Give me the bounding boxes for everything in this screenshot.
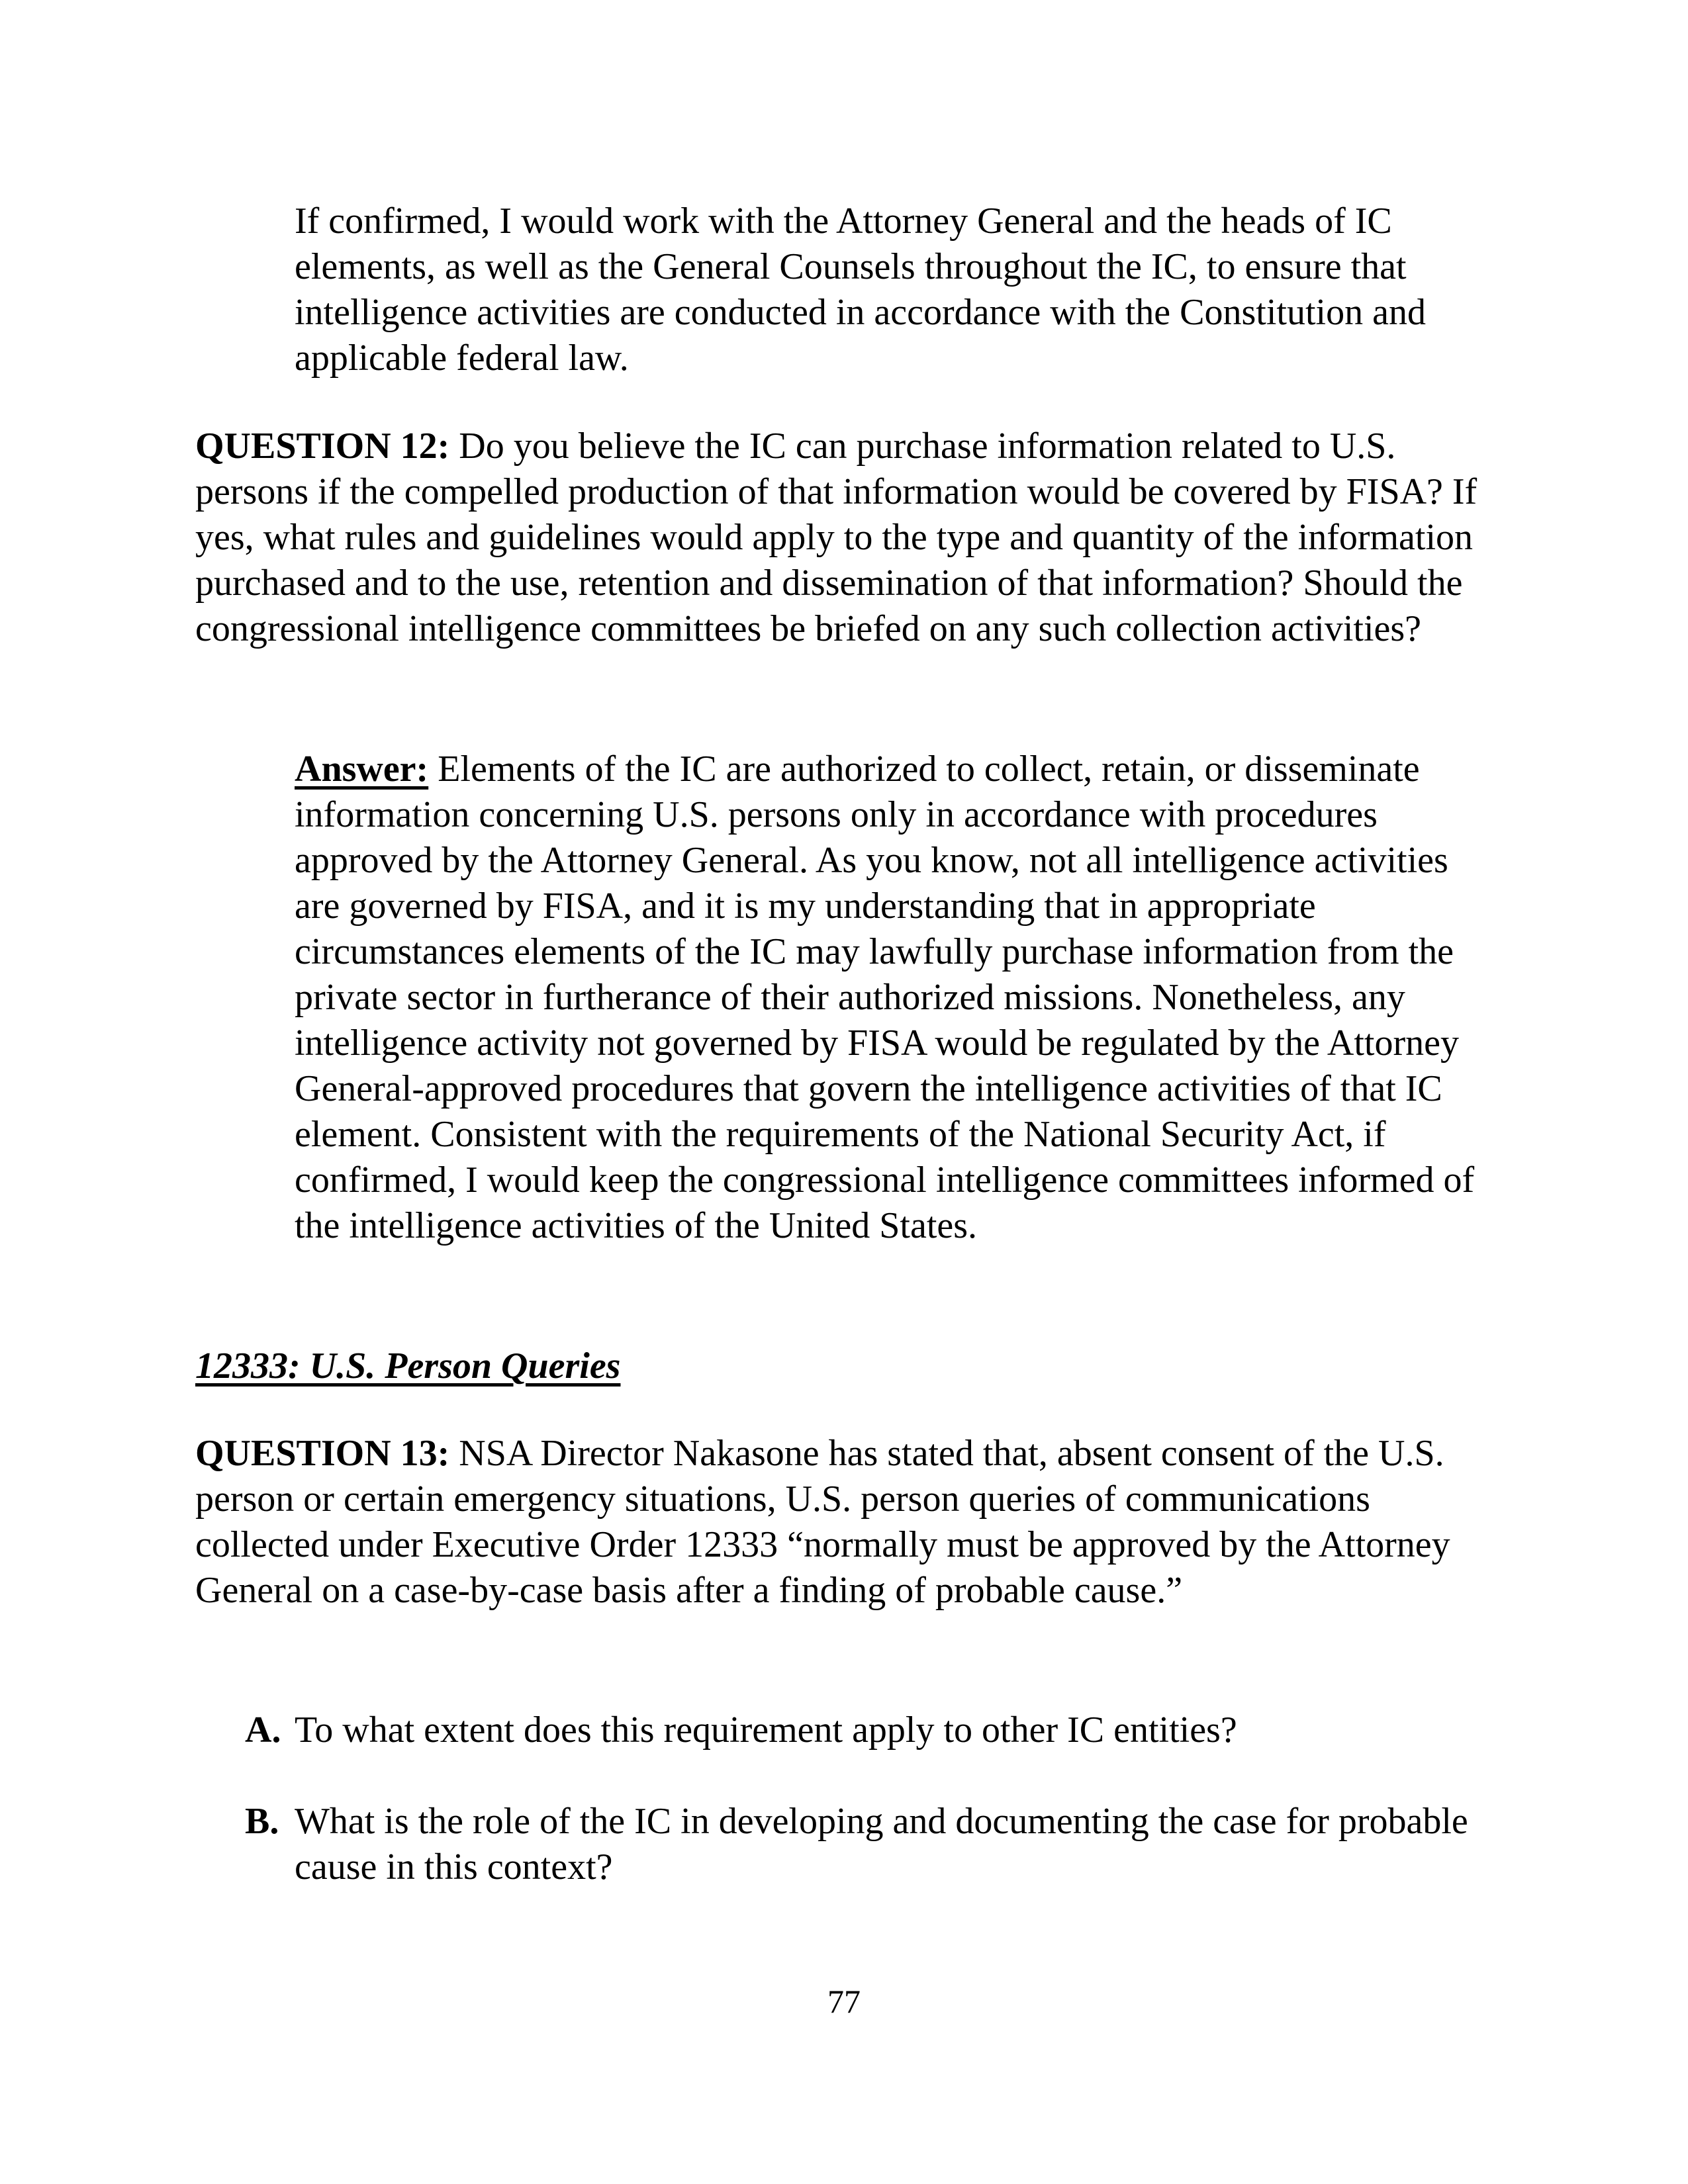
- answer-12-label: Answer:: [295, 749, 429, 790]
- sub-question-b-text: What is the role of the IC in developing and documenting the case for probable cause in this context?: [295, 1801, 1468, 1888]
- answer-12: [295, 747, 1479, 1249]
- question-12-label: QUESTION 12:: [195, 426, 450, 467]
- question-13: [195, 1431, 1479, 1614]
- question-13-text: NSA Director Nakasone has stated that, absent consent of the U.S. person or certain emergency situations, U.S. person queries of communications collected under Executive Order 12333 “normally must be approved by the Attorney General on a case-by-case basis after a finding of probable cause.”: [195, 1433, 1450, 1611]
- sub-question-b: [245, 1799, 1479, 1890]
- question-12-text: Do you believe the IC can purchase information related to U.S. persons if the compelled production of that information would be covered by FISA? If yes, what rules and guidelines would apply to the type and quantity of the information purchased and to the use, retention and dissemination of that information? Should the congressional intelligence committees be briefed on any such collection activities?: [195, 426, 1477, 649]
- sub-question-a-text: To what extent does this requirement apply to other IC entities?: [295, 1709, 1237, 1751]
- answer-12-text: Elements of the IC are authorized to collect, retain, or disseminate information concerning U.S. persons only in accordance with procedures approved by the Attorney General. As you know, not all intelligence activities are governed by FISA, and it is my understanding that in appropriate circumstances elements of the IC may lawfully purchase information from the private sector in furtherance of their authorized missions. Nonetheless, any intelligence activity not governed by FISA would be regulated by the Attorney General-approved procedures that govern the intelligence activities of that IC element. Consistent with the requirements of the National Security Act, if confirmed, I would keep the congressional intelligence committees informed of the intelligence activities of the United States.: [295, 749, 1475, 1246]
- intro-paragraph: If confirmed, I would work with the Attorney General and the heads of IC elements, as well as the General Counsels throughout the IC, to ensure that intelligence activities are conducted in accordance with the Constitution and applicable federal law.: [295, 201, 1426, 379]
- question-12: [195, 424, 1479, 652]
- sub-question-b-letter: B.: [245, 1801, 279, 1842]
- page-number: 77: [827, 1983, 861, 2020]
- sub-question-a: [245, 1707, 1479, 1753]
- section-heading: [195, 1343, 1479, 1389]
- section-heading-text: 12333: U.S. Person Queries: [195, 1345, 621, 1387]
- sub-question-a-letter: A.: [245, 1709, 281, 1751]
- question-13-label: QUESTION 13:: [195, 1433, 450, 1474]
